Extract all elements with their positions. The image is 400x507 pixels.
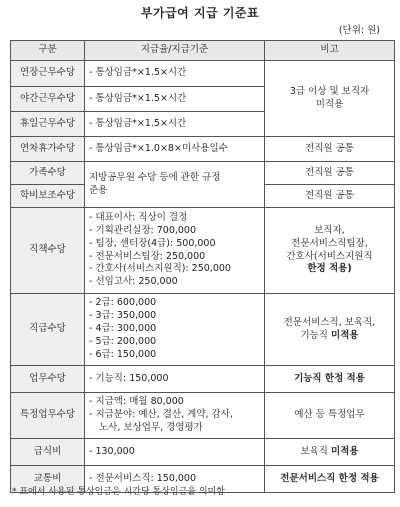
table-row — [11, 208, 395, 294]
document-title: 부가급여 지급 기준표 — [140, 6, 260, 20]
row-note: 예산 등 특정업무 — [265, 393, 395, 439]
row-note: 전직원 공통 — [265, 185, 395, 208]
row-note: 전문서비스직, 보육직, 기능직 미적용 — [265, 294, 395, 366]
row-category: 연장근무수당 — [11, 61, 85, 87]
table-row — [11, 366, 395, 393]
row-category: 특정업무수당 — [11, 393, 85, 439]
table-row — [11, 137, 395, 162]
row-category: 교통비 — [11, 466, 85, 493]
row-category: 직급수당 — [11, 294, 85, 366]
row-category: 야간근무수당 — [11, 87, 85, 112]
row-note: 전직원 공통 — [265, 162, 395, 185]
header-criteria: 지급율/지급기준 — [85, 41, 265, 61]
row-criteria: - 지급액: 매월 80,000 - 지급분야: 예산, 결산, 계약, 감사, 노사, 보상업무, 경영평가 — [85, 393, 265, 439]
row-note: 기능직 한정 적용 — [265, 366, 395, 393]
unit-label: (단위: 원) — [338, 25, 380, 36]
row-category: 학비보조수당 — [11, 185, 85, 208]
row-category: 휴일근무수당 — [11, 112, 85, 137]
row-criteria: - 130,000 — [85, 439, 265, 466]
row-note: 전직원 공통 — [265, 137, 395, 162]
table-row — [11, 393, 395, 439]
row-note: 보육직 미적용 — [265, 439, 395, 466]
footnote: * 표에서 사용된 통상임금은 시간당 통상임금을 의미함 — [12, 487, 225, 497]
row-criteria: - 통상임금*×1.5×시간 — [85, 112, 265, 137]
header-note: 비고 — [265, 41, 395, 61]
row-note: 3급 이상 및 보직자 미적용 — [265, 61, 395, 137]
table-row — [11, 61, 395, 87]
row-criteria: - 통상임금*×1.5×시간 — [85, 87, 265, 112]
header-category: 구분 — [11, 41, 85, 61]
table-row — [11, 439, 395, 466]
row-category: 연차휴가수당 — [11, 137, 85, 162]
table-header-row — [11, 41, 395, 61]
row-criteria: - 통상임금*×1.5×시간 — [85, 61, 265, 87]
row-criteria: - 통상임금*×1.0×8×미사용일수 — [85, 137, 265, 162]
row-criteria: - 2급: 600,000 - 3급: 350,000 - 4급: 300,000 - 5급: 200,000 - 6급: 150,000 — [85, 294, 265, 366]
table-row — [11, 294, 395, 366]
row-category: 급식비 — [11, 439, 85, 466]
row-category: 직책수당 — [11, 208, 85, 294]
row-category: 업무수당 — [11, 366, 85, 393]
row-criteria: 지방공무원 수당 등에 관한 규정 준용 — [85, 162, 265, 208]
row-criteria: - 전문서비스직: 150,000 — [85, 466, 265, 493]
row-note: 전문서비스직 한정 적용 — [265, 466, 395, 493]
row-note: 보직자, 전문서비스직팀장, 간호사(서비스지원직 한정 적용) — [265, 208, 395, 294]
row-criteria: - 기능직: 150,000 — [85, 366, 265, 393]
row-criteria: - 대표이사: 직상이 결정 - 기획관리실장: 700,000 - 팀장, 센터장(4급): 500,000 - 전문서비스팀장: 250,000 - 간호사(서비스지원직): 250,000 - 선임고사: 250,000 — [85, 208, 265, 294]
table-row — [11, 162, 395, 185]
row-category: 가족수당 — [11, 162, 85, 185]
allowance-table — [10, 40, 395, 493]
